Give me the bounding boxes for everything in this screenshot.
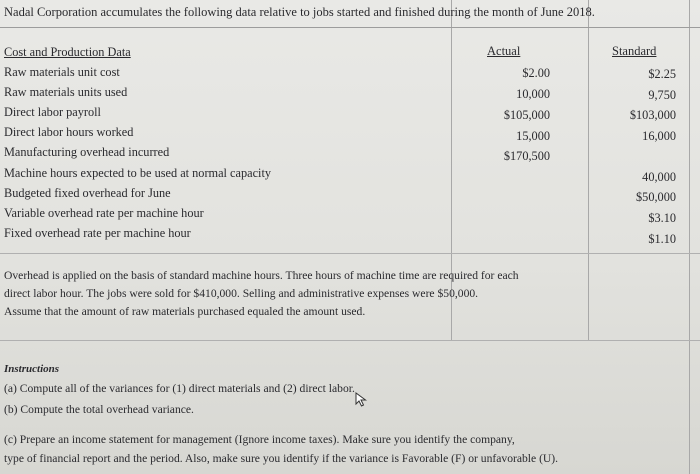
table-row-label: Raw materials unit cost [4, 65, 120, 79]
standard-value: $50,000 [636, 190, 676, 204]
instruction-item: (b) Compute the total overhead variance. [4, 403, 194, 416]
standard-value: 9,750 [648, 88, 676, 102]
page-title: Nadal Corporation accumulates the following data relative to jobs started and finished during the month of June 2018. [4, 5, 595, 19]
table-row-label: Manufacturing overhead incurred [4, 145, 170, 159]
column-divider [689, 0, 690, 474]
column-divider [588, 0, 589, 340]
row-divider [0, 253, 700, 254]
note-line: Overhead is applied on the basis of standard machine hours. Three hours of machine time are required for each [4, 269, 519, 282]
table-row-label: Machine hours expected to be used at normal capacity [4, 166, 272, 180]
actual-column-header: Actual [487, 44, 521, 58]
table-row-label: Direct labor hours worked [4, 125, 134, 139]
table-row-label: Fixed overhead rate per machine hour [4, 226, 191, 240]
instruction-item: type of financial report and the period. Also, make sure you identify if the variance is Favorable (F) or unfavorable (U). [4, 452, 559, 465]
actual-value: $2.00 [522, 66, 550, 80]
mouse-pointer-icon [354, 391, 370, 407]
row-divider [0, 340, 700, 341]
table-row-label: Budgeted fixed overhead for June [4, 186, 171, 200]
actual-value: 10,000 [516, 87, 550, 101]
standard-column-header: Standard [612, 44, 657, 58]
note-line: direct labor hour. The jobs were sold for $410,000. Selling and administrative expenses were $50,000. [4, 287, 479, 300]
table-label-header: Cost and Production Data [4, 45, 131, 59]
standard-value: 16,000 [642, 129, 676, 143]
note-line: Assume that the amount of raw materials purchased equaled the amount used. [4, 305, 366, 318]
standard-value: 40,000 [642, 170, 676, 184]
table-row-label: Variable overhead rate per machine hour [4, 206, 204, 220]
table-row-label: Direct labor payroll [4, 105, 101, 119]
instruction-item: (c) Prepare an income statement for management (Ignore income taxes). Make sure you identify the company, [4, 433, 515, 446]
title-row [0, 0, 700, 28]
actual-value: 15,000 [516, 129, 550, 143]
standard-value: $2.25 [648, 67, 676, 81]
table-row-label: Raw materials units used [4, 85, 128, 99]
instructions-heading: Instructions [4, 363, 60, 375]
actual-value: $105,000 [503, 108, 550, 122]
standard-value: $3.10 [648, 211, 676, 225]
standard-value: $1.10 [648, 232, 676, 246]
actual-value: $170,500 [503, 149, 550, 163]
standard-value: $103,000 [629, 108, 676, 122]
instruction-item: (a) Compute all of the variances for (1) direct materials and (2) direct labor. [4, 382, 355, 395]
